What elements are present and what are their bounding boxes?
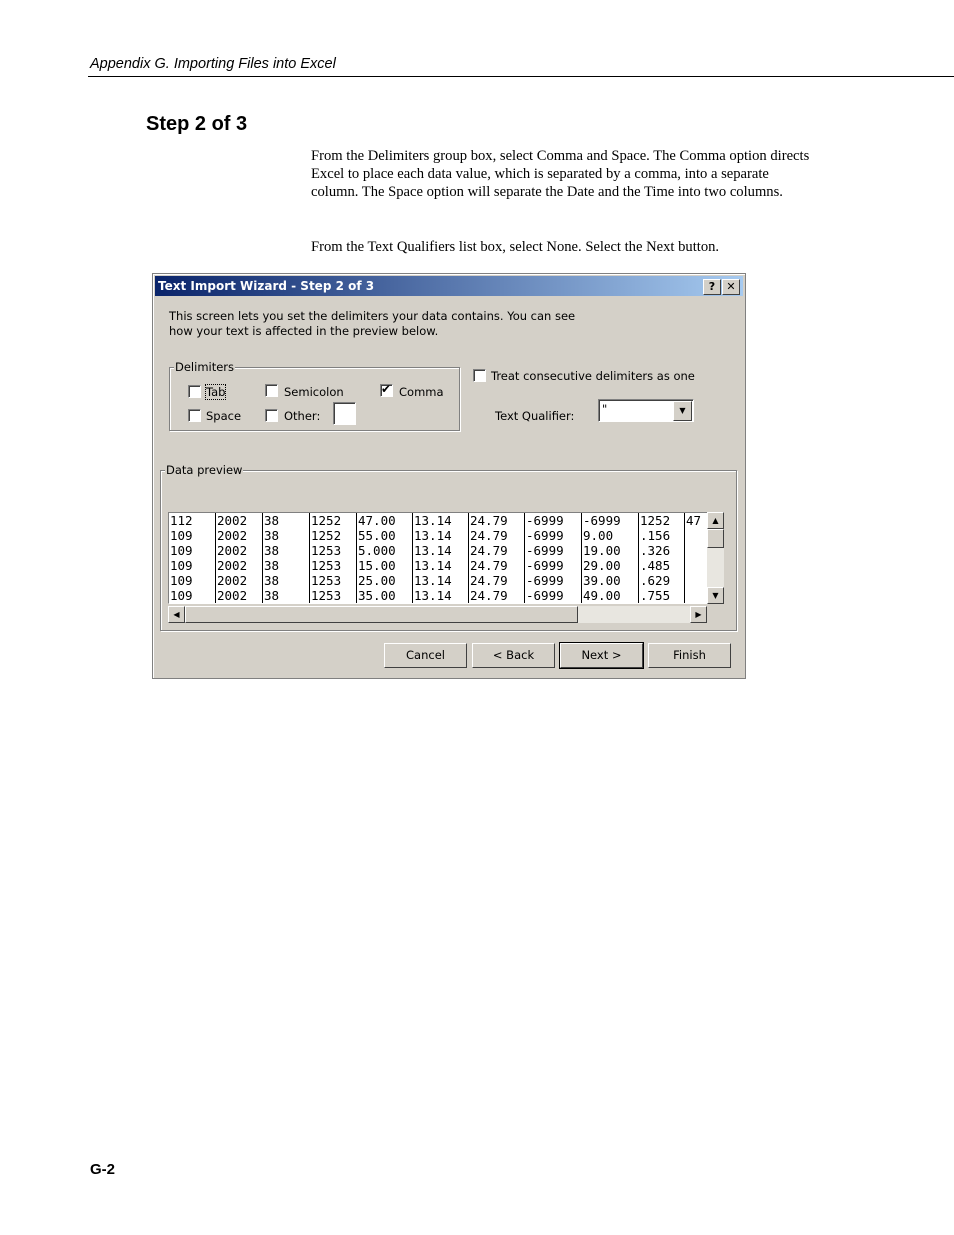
intro-line-1: This screen lets you set the delimiters your data contains. You can see	[169, 309, 576, 323]
header-rule	[88, 76, 954, 77]
scroll-up-icon[interactable]: ▲	[707, 512, 724, 529]
step-title: Step 2 of 3	[146, 113, 248, 135]
preview-cell: 13.14	[414, 558, 452, 573]
comma-label: Comma	[399, 385, 444, 399]
preview-cell: 2002	[217, 513, 248, 528]
text-qualifier-select[interactable]	[598, 399, 694, 422]
scroll-down-icon[interactable]: ▼	[707, 587, 724, 604]
preview-cell: -6999	[526, 588, 564, 603]
preview-cell: .156	[640, 528, 671, 543]
preview-cell: 24.79	[470, 513, 508, 528]
preview-cell: 13.14	[414, 513, 452, 528]
preview-cell: 19.00	[583, 543, 621, 558]
preview-cell: 112	[170, 513, 193, 528]
preview-vertical-scrollbar[interactable]	[707, 512, 724, 604]
preview-cell: 109	[170, 543, 193, 558]
preview-cell: 2002	[217, 558, 248, 573]
close-button[interactable]: ✕	[722, 279, 740, 295]
preview-cell: .485	[640, 558, 671, 573]
preview-cell: 109	[170, 558, 193, 573]
preview-cell: 24.79	[470, 543, 508, 558]
preview-cell: -6999	[526, 513, 564, 528]
preview-row	[169, 513, 708, 528]
preview-cell: 13.14	[414, 528, 452, 543]
preview-cell: 13.14	[414, 588, 452, 603]
back-button[interactable]: < Back	[472, 643, 555, 668]
preview-cell: 2002	[217, 588, 248, 603]
preview-cell: 55.00	[358, 528, 396, 543]
preview-cell: 38	[264, 558, 280, 573]
preview-cell: 1253	[311, 588, 342, 603]
instruction-paragraph-2: From the Text Qualifiers list box, select None. Select the Next button.	[311, 239, 720, 255]
preview-cell: -6999	[526, 543, 564, 558]
dialog-titlebar	[155, 276, 743, 296]
preview-row	[169, 528, 708, 543]
treat-consecutive-checkbox[interactable]	[473, 369, 486, 382]
other-delimiter-input[interactable]	[333, 402, 356, 425]
text-import-wizard-dialog	[152, 273, 746, 679]
preview-cell: 24.79	[470, 573, 508, 588]
preview-cell: -6999	[526, 558, 564, 573]
preview-cell: 29.00	[583, 558, 621, 573]
preview-cell: -6999	[526, 573, 564, 588]
comma-checkbox[interactable]	[380, 384, 393, 397]
preview-cell: 38	[264, 513, 280, 528]
preview-cell: 1253	[311, 558, 342, 573]
preview-cell: 39.00	[583, 573, 621, 588]
other-checkbox[interactable]	[265, 409, 278, 422]
scroll-right-icon[interactable]: ▶	[690, 606, 707, 623]
semicolon-label: Semicolon	[284, 385, 344, 399]
preview-cell: 49.00	[583, 588, 621, 603]
preview-cell: 24.79	[470, 558, 508, 573]
preview-row	[169, 573, 708, 588]
delimiters-legend: Delimiters	[175, 360, 235, 374]
preview-row	[169, 543, 708, 558]
text-qualifier-value: "	[602, 402, 608, 416]
preview-cell: 5.000	[358, 543, 396, 558]
preview-cell: 35.00	[358, 588, 396, 603]
preview-cell: .629	[640, 573, 671, 588]
preview-cell: 38	[264, 573, 280, 588]
text-qualifier-label: Text Qualifier:	[495, 409, 575, 423]
preview-cell: .755	[640, 588, 671, 603]
semicolon-checkbox[interactable]	[265, 384, 278, 397]
data-preview-legend: Data preview	[166, 463, 243, 477]
instruction-paragraph-1: From the Delimiters group box, select Comma and Space. The Comma option directs Excel to place each data value, which is separated by a comma, into a separate column. The Space option will separate the Date and the Time into two columns.	[311, 148, 810, 200]
preview-cell: 24.79	[470, 588, 508, 603]
finish-button[interactable]: Finish	[648, 643, 731, 668]
dropdown-arrow-icon[interactable]: ▼	[673, 401, 692, 421]
check-icon: ✔	[381, 382, 392, 396]
preview-horizontal-scrollbar[interactable]	[168, 606, 707, 623]
scroll-left-icon[interactable]: ◀	[168, 606, 185, 623]
preview-cell: 109	[170, 573, 193, 588]
preview-cell: 2002	[217, 543, 248, 558]
preview-cell: 25.00	[358, 573, 396, 588]
preview-row	[169, 558, 708, 573]
space-label: Space	[206, 409, 242, 423]
help-button[interactable]: ?	[703, 279, 721, 295]
preview-cell: 38	[264, 588, 280, 603]
delimiters-group	[169, 360, 460, 431]
tab-label: Tab	[206, 385, 226, 399]
space-checkbox[interactable]	[188, 409, 201, 422]
preview-cell: 109	[170, 528, 193, 543]
preview-row	[169, 588, 708, 603]
page-header: Appendix G. Importing Files into Excel	[90, 56, 336, 72]
preview-cell: 1253	[311, 573, 342, 588]
preview-cell: 1252	[311, 528, 342, 543]
preview-cell: 1253	[311, 543, 342, 558]
tab-checkbox[interactable]	[188, 385, 201, 398]
preview-cell: 2002	[217, 528, 248, 543]
preview-cell: 109	[170, 588, 193, 603]
preview-cell: 2002	[217, 573, 248, 588]
horizontal-scroll-thumb[interactable]	[185, 606, 578, 623]
treat-consecutive-label: Treat consecutive delimiters as one	[491, 369, 695, 383]
dialog-title: Text Import Wizard - Step 2 of 3	[158, 279, 375, 293]
preview-cell: 1252	[640, 513, 671, 528]
preview-cell: 47.00	[358, 513, 396, 528]
preview-cell: -6999	[526, 528, 564, 543]
next-button[interactable]: Next >	[560, 643, 643, 668]
preview-cell: 1252	[311, 513, 342, 528]
page-number: G-2	[90, 1161, 116, 1178]
other-label: Other:	[284, 409, 321, 423]
preview-cell: .326	[640, 543, 671, 558]
cancel-button[interactable]: Cancel	[384, 643, 467, 668]
data-preview-grid[interactable]	[168, 512, 709, 604]
preview-cell: 13.14	[414, 543, 452, 558]
dialog-intro	[169, 309, 589, 339]
preview-cell: 9.00	[583, 528, 614, 543]
preview-cell: 24.79	[470, 528, 508, 543]
preview-cell: 15.00	[358, 558, 396, 573]
intro-line-2: how your text is affected in the preview below.	[169, 324, 439, 338]
preview-cell: -6999	[583, 513, 621, 528]
preview-cell: 47	[686, 513, 702, 528]
vertical-scroll-thumb[interactable]	[707, 529, 724, 548]
preview-cell: 13.14	[414, 573, 452, 588]
preview-cell: 38	[264, 543, 280, 558]
preview-cell: 38	[264, 528, 280, 543]
